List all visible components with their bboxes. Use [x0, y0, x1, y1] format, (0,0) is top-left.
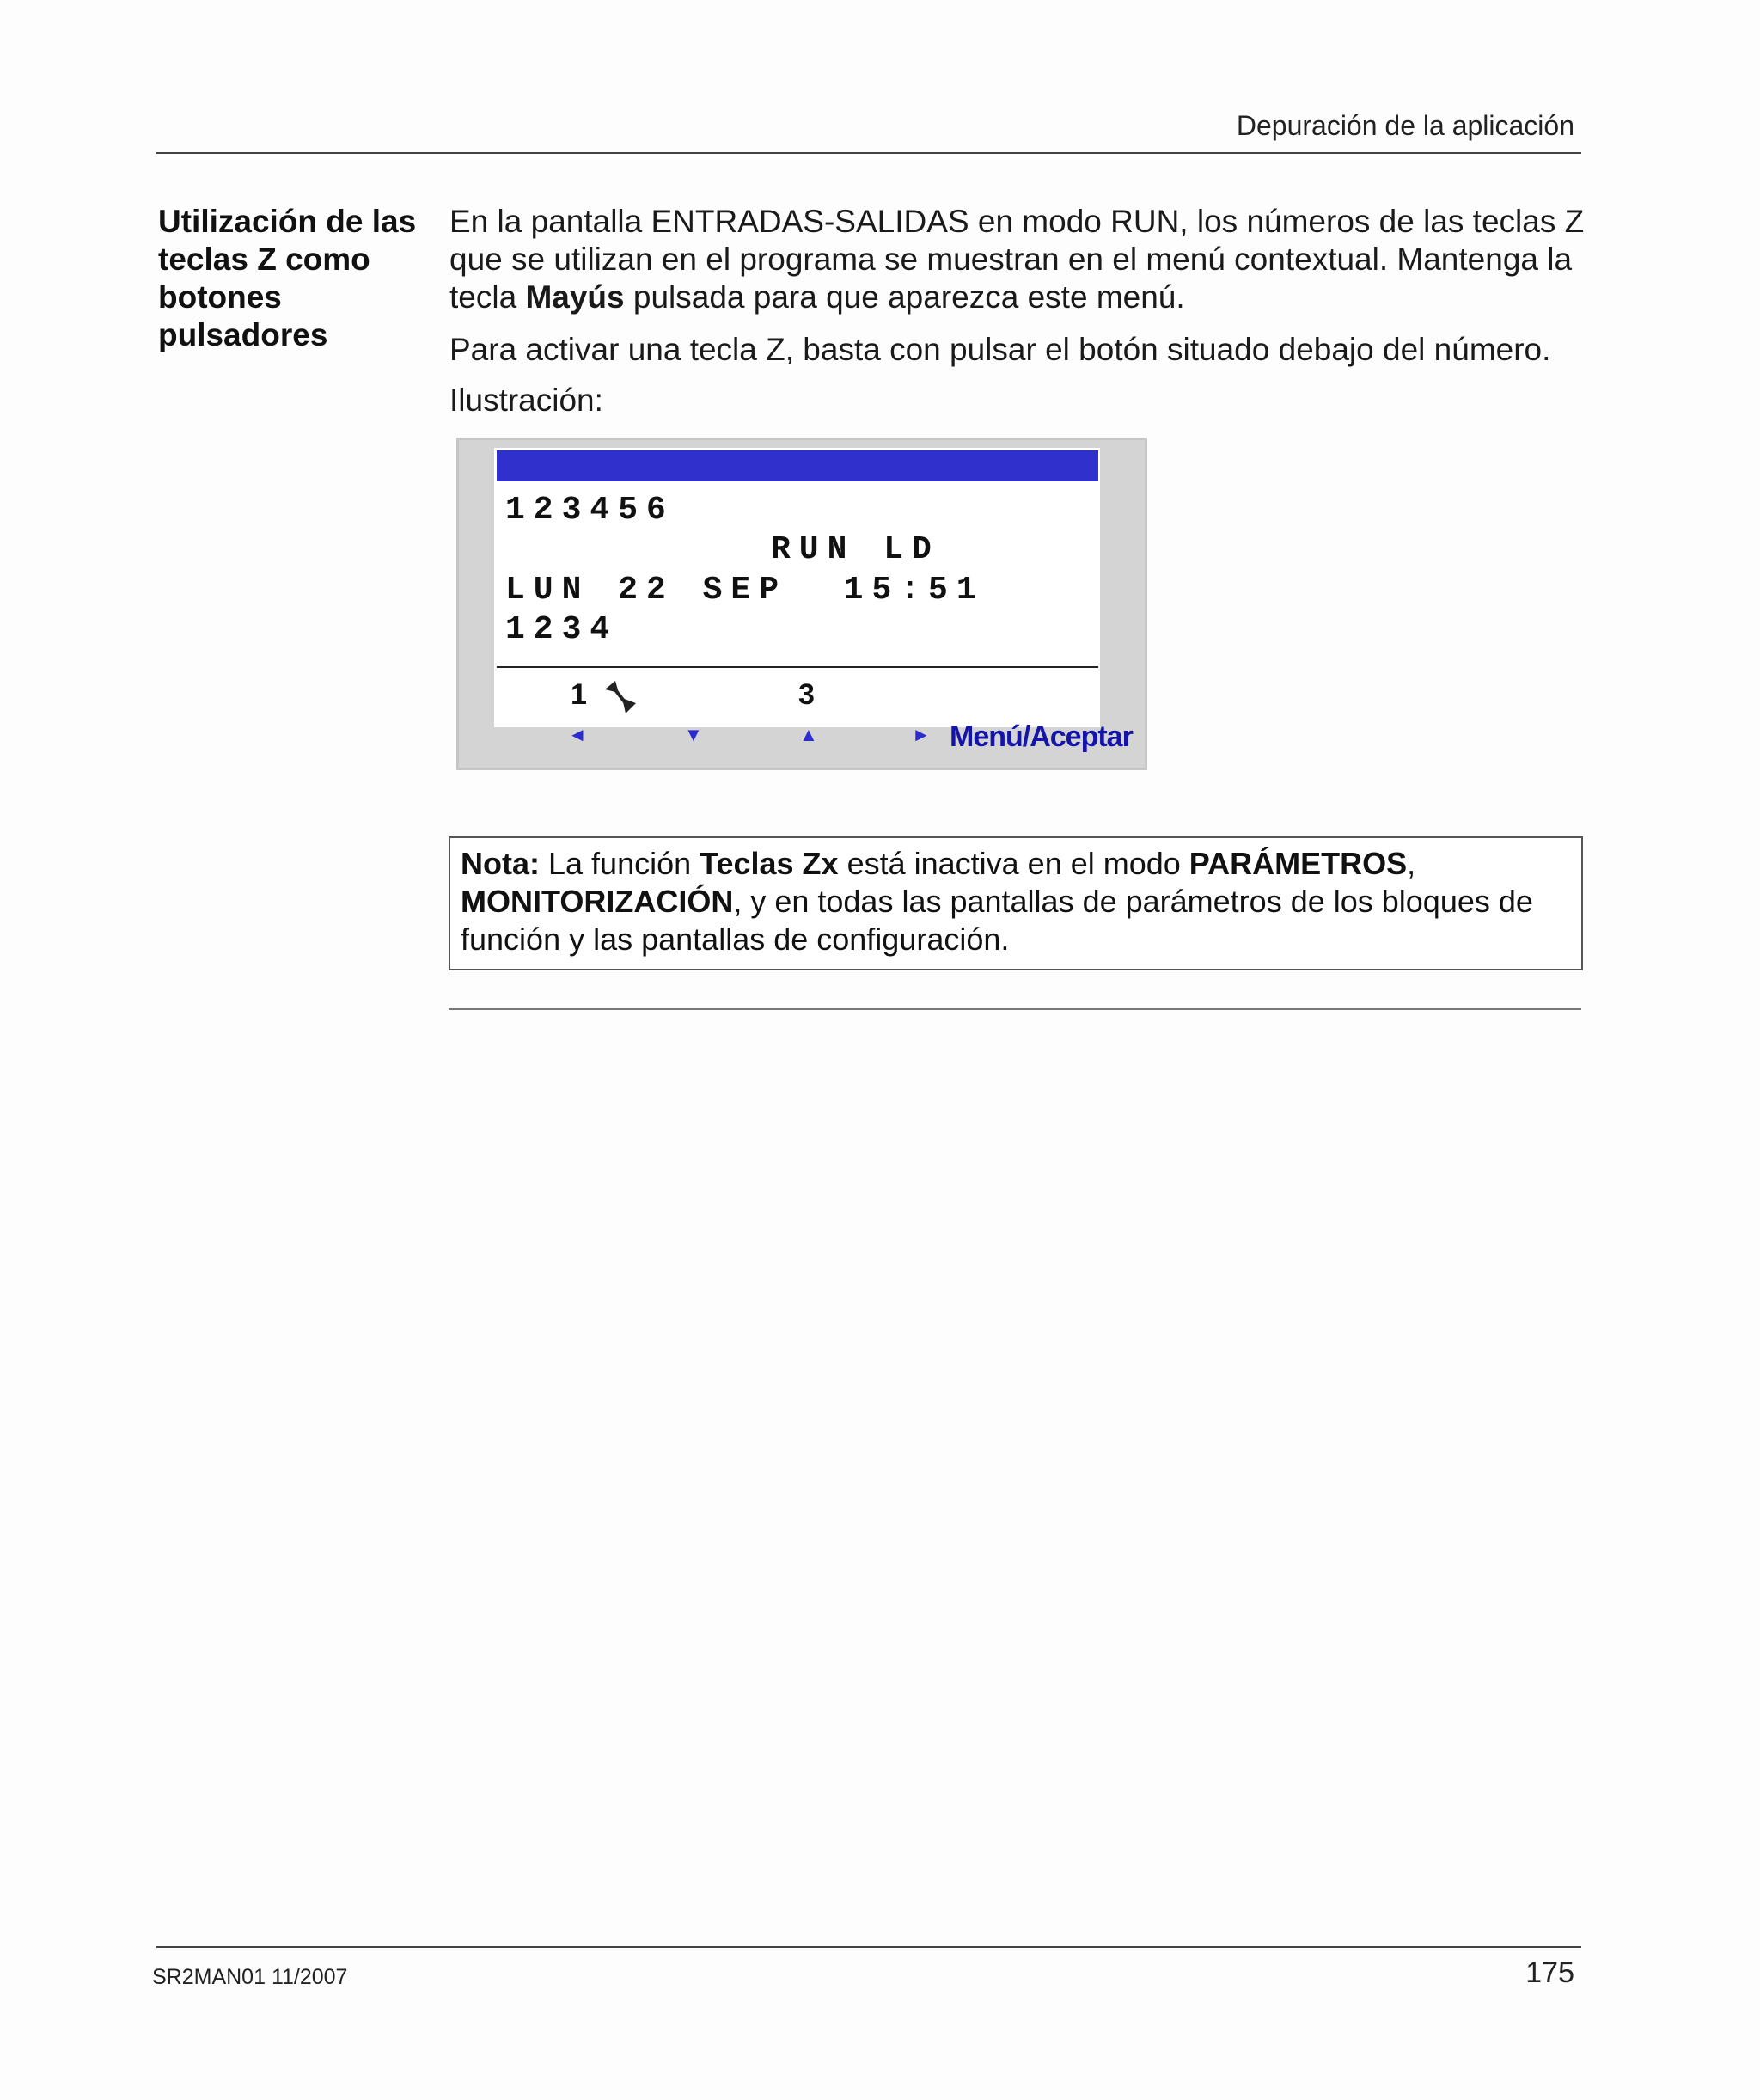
page-header-title: Depuración de la aplicación [1236, 110, 1574, 141]
activation-paragraph: Para activar una tecla Z, basta con pulsar el botón situado debajo del número. [449, 332, 1551, 367]
note-bold-term: PARÁMETROS [1189, 846, 1408, 881]
intro-text: En la pantalla ENTRADAS-SALIDAS en modo RUN, los números de las teclas Z que se utilizan en el programa se muestran en el menú contextual. Mantenga la tecla [449, 204, 1585, 315]
note-box [449, 836, 1583, 970]
intro-text-end: pulsada para que aparezca este menú. [624, 279, 1185, 315]
down-arrow-icon: ▼ [684, 724, 703, 745]
illustration-caption: Ilustración: [449, 383, 603, 418]
lcd-z-key-3: 3 [798, 678, 815, 711]
note-bold-term: Teclas Zx [700, 846, 839, 881]
footer-rule [156, 1946, 1581, 1948]
footer-doc-reference: SR2MAN01 11/2007 [152, 1965, 348, 1989]
pushbutton-icon [603, 679, 638, 713]
header-rule [156, 152, 1581, 154]
right-arrow-icon: ► [912, 724, 931, 745]
up-arrow-icon: ▲ [799, 724, 818, 745]
menu-accept-label: Menú/Aceptar [950, 720, 1133, 753]
lcd-row-mode: RUN LD [771, 531, 940, 568]
note-bold-term: MONITORIZACIÓN [461, 884, 734, 919]
shift-key-term: Mayús [525, 279, 625, 315]
section-heading-line: Utilización de las [158, 204, 417, 239]
note-text: está inactiva en el modo [838, 846, 1189, 881]
section-heading-line: pulsadores [158, 317, 328, 352]
note-text: , y en todas las pantallas de parámetros de los bloques de función y las pantallas de configuración. [461, 884, 1533, 957]
note-text: , [1407, 846, 1416, 881]
lcd-z-key-1: 1 [571, 678, 587, 711]
note-label: Nota: [461, 846, 540, 881]
left-arrow-icon: ◄ [568, 724, 587, 745]
lcd-row-date: LUN 22 SEP 15:51 [505, 572, 985, 609]
lcd-row-inputs: 123456 [505, 492, 675, 529]
page-number: 175 [1525, 1956, 1574, 1989]
lcd-illustration [456, 438, 1147, 770]
lcd-divider [497, 666, 1098, 668]
note-text: La función [540, 846, 700, 881]
section-heading-line: botones [158, 279, 282, 315]
section-heading [158, 203, 425, 354]
lcd-title-bar [497, 450, 1098, 481]
lcd-row-outputs: 1234 [505, 611, 619, 648]
lcd-screen [494, 448, 1100, 727]
section-heading-line: teclas Z como [158, 242, 370, 277]
intro-paragraph [449, 203, 1592, 316]
section-end-rule [449, 1008, 1581, 1010]
